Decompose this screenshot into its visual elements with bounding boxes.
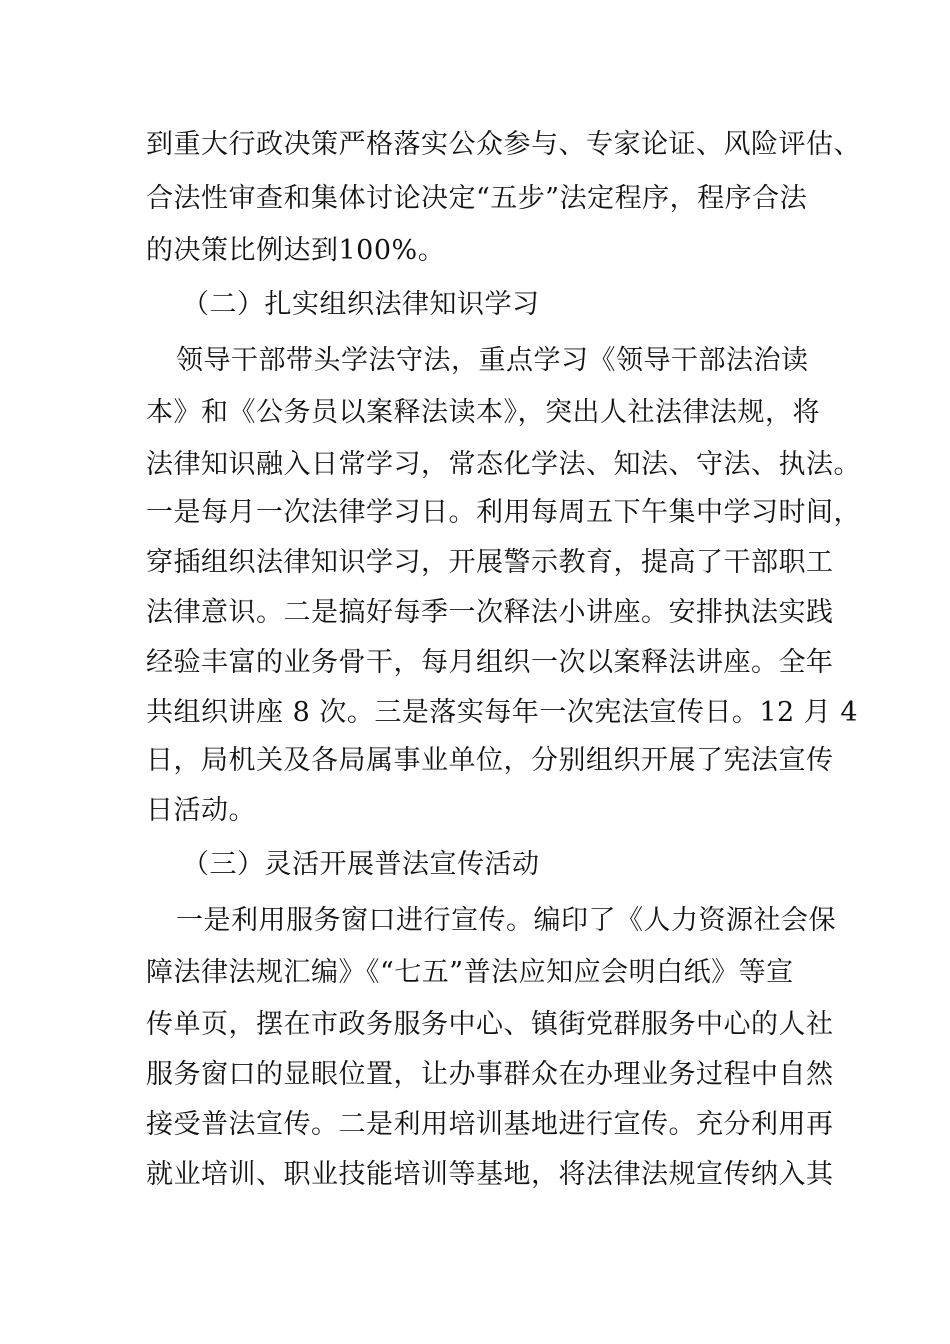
text-line: 日，局机关及各局属事业单位，分别组织开展了宪法宣传 [146, 745, 834, 776]
text-line: 经验丰富的业务骨干，每月组织一次以案释法讲座。全年 [146, 647, 834, 678]
text-line: 的决策比例达到100%。 [146, 235, 446, 266]
section-heading: （二）扎实组织法律知识学习 [182, 289, 540, 320]
text-line: 到重大行政决策严格落实公众参与、专家论证、风险评估、 [146, 129, 861, 160]
section-heading: （三）灵活开展普法宣传活动 [182, 849, 540, 880]
text-line: 接受普法宣传。二是利用培训基地进行宣传。充分利用再 [146, 1109, 834, 1140]
text-line: 领导干部带头学法守法，重点学习《领导干部法治读 [176, 345, 809, 376]
text-line: 法律意识。二是搞好每季一次释法小讲座。安排执法实践 [146, 597, 834, 628]
text-line: 障法律法规汇编》《“七五”普法应知应会明白纸》等宣 [146, 957, 794, 988]
text-line: 传单页，摆在市政务服务中心、镇街党群服务中心的人社 [146, 1009, 834, 1040]
text-line: 共组织讲座 8 次。三是落实每年一次宪法宣传日。12 月 4 [146, 697, 859, 728]
text-line: 一是利用服务窗口进行宣传。编印了《人力资源社会保 [176, 905, 836, 936]
text-line: 本》和《公务员以案释法读本》，突出人社法律法规，将 [146, 397, 820, 428]
text-line: 服务窗口的显眼位置，让办事群众在办理业务过程中自然 [146, 1059, 834, 1090]
text-line: 穿插组织法律知识学习，开展警示教育，提高了干部职工 [146, 547, 834, 578]
text-line: 就业培训、职业技能培训等基地，将法律法规宣传纳入其 [146, 1159, 834, 1190]
text-line: 合法性审查和集体讨论决定“五步”法定程序，程序合法 [146, 183, 808, 214]
text-line: 日活动。 [146, 795, 256, 826]
text-line: 一是每月一次法律学习日。利用每周五下午集中学习时间， [146, 497, 861, 528]
text-line: 法律知识融入日常学习，常态化学法、知法、守法、执法。 [146, 449, 861, 480]
